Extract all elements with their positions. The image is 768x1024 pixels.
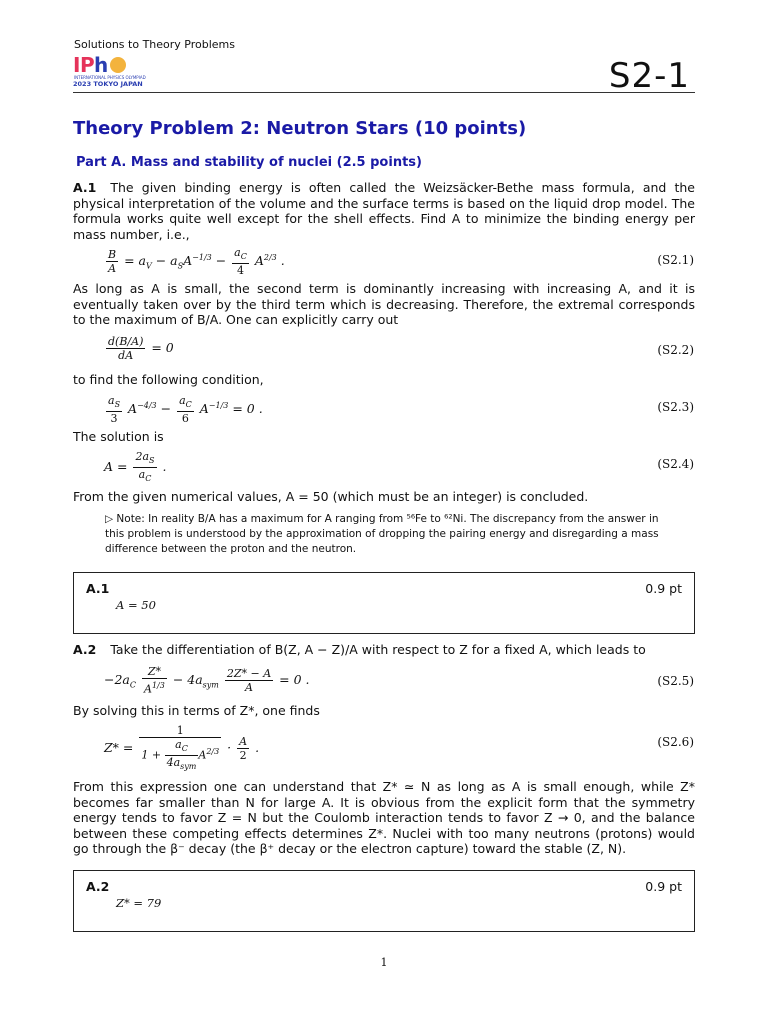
svg-text:I: I (73, 53, 81, 77)
equation-s2-2: $\frac{d(B/A)}{dA}$ = 0 (S2.2) (108, 335, 694, 362)
answer-box-points: 0.9 pt (645, 879, 682, 894)
svg-text:2023 TOKYO JAPAN: 2023 TOKYO JAPAN (73, 80, 143, 88)
svg-text:h: h (94, 53, 109, 77)
a2-paragraph-2: By solving this in terms of Z*, one finds (73, 703, 320, 718)
svg-text:P: P (80, 53, 95, 77)
page-id: S2-1 (608, 56, 690, 96)
equation-s2-1: $\frac{B}{A}$ = $a_V - a_SA^{-1/3}$ − $\frac{a_C}{4}$ $A^{2/3}$ . (S2.1) (108, 246, 694, 278)
answer-box-label: A.2 (86, 879, 110, 894)
problem-title: Theory Problem 2: Neutron Stars (10 points) (73, 118, 527, 139)
equation-s2-6: Z* = 1 1 + $\frac{a_C}{4a_{sym}}$ $A^{2/3}$ · $\frac{A}{2}$ . (S2.6) (104, 724, 694, 772)
eq-number: (S2.5) (657, 674, 694, 688)
a1-paragraph-3: to find the following condition, (73, 372, 264, 387)
eq-number: (S2.4) (657, 457, 694, 471)
a1-intro: A.1 The given binding energy is often called the Weizsäcker-Bethe mass formula, and the physical interpretation of the volume and the surface terms is based on the liquid drop model. The formula works quite well except for the shell effects. Find A to minimize the binding energy per mass number, i.e., (73, 180, 695, 242)
a2-label: A.2 (73, 642, 97, 657)
eq-number: (S2.6) (657, 735, 694, 749)
answer-value: A = 50 (116, 598, 156, 612)
header-rule (73, 92, 695, 93)
a1-paragraph-2: As long as A is small, the second term is dominantly increasing with increasing A, and it is eventually taken over by the third term which is decreasing. Therefore, the extremal corresponds to the maximum of B/A. One can explicitly carry out (73, 281, 695, 327)
equation-s2-5: $-2a_C$ $\frac{Z*}{A^{1/3}}$ − $4a_{sym}$ $\frac{2Z* - A}{A}$ = 0 . (S2.5) (104, 665, 694, 696)
running-title: Solutions to Theory Problems (74, 38, 235, 51)
answer-box-label: A.1 (86, 581, 110, 596)
eq-number: (S2.2) (657, 343, 694, 357)
page-number: 1 (380, 956, 388, 969)
a2-paragraph-3: From this expression one can understand that Z* ≃ N as long as A is small enough, while Z* becomes far smaller than N for large A. It is obvious from the explicit form that the symmetry energy tends to favor Z = N but the Coulomb interaction tends to favor Z → 0, and the balance between these competing effects determines Z*. Nuclei with too many neutrons (protons) would go through the β⁻ decay (the β⁺ decay or the electron capture) toward the stable (Z, N). (73, 779, 695, 856)
part-a-heading: Part A. Mass and stability of nuclei (2.5 points) (76, 155, 422, 170)
a1-paragraph-4: The solution is (73, 429, 164, 444)
answer-value: Z* = 79 (116, 896, 162, 910)
a2-intro: A.2 Take the differentiation of B(Z, A − Z)/A with respect to Z for a fixed A, which leads to (73, 642, 646, 657)
a1-note: ▷ Note: In reality B/A has a maximum for A ranging from ⁵⁶Fe to ⁶²Ni. The discrepancy from the answer in this problem is understood by the approximation of dropping the pairing energy and disregarding a mass difference between the proton and the neutron. (105, 513, 659, 555)
answer-box-points: 0.9 pt (645, 581, 682, 596)
eq-number: (S2.3) (657, 400, 694, 414)
ipho-logo (73, 52, 153, 88)
svg-text:INTERNATIONAL PHYSICS OLYMPIAD: INTERNATIONAL PHYSICS OLYMPIAD (74, 75, 146, 80)
equation-s2-3: $\frac{a_S}{3}$ $A^{-4/3}$ − $\frac{a_C}{6}$ $A^{-1/3} = 0$ . (S2.3) (108, 394, 694, 426)
eq-number: (S2.1) (657, 253, 694, 267)
a1-paragraph-5: From the given numerical values, A = 50 (which must be an integer) is concluded. (73, 489, 589, 504)
equation-s2-4: A = $\frac{2a_S}{a_C}$ . (S2.4) (104, 450, 694, 484)
a2-answer-box (73, 870, 695, 932)
a1-label: A.1 (73, 180, 97, 195)
a1-answer-box (73, 572, 695, 634)
